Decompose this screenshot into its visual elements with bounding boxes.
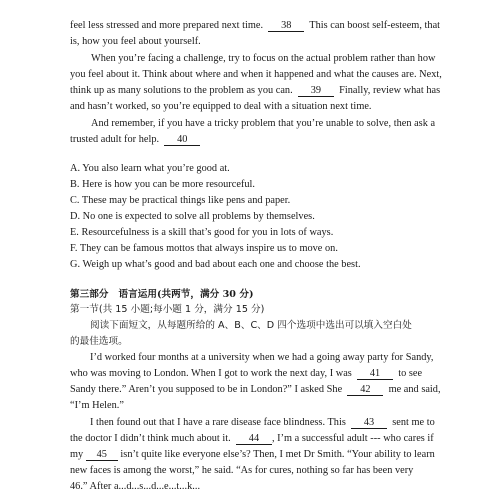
answer-blank-42: 42 [347, 385, 383, 396]
passage-line: you feel about it. Think about where and when it happened and what the causes are. Next, [70, 69, 442, 80]
text-span: I then found out that I have a rare disease face blindness. This [90, 417, 346, 428]
passage-line: is, how you feel about yourself. [70, 36, 201, 47]
section-heading: 第三部分 语言运用(共两节，满分 30 分) [70, 289, 254, 300]
passage-line: And remember, if you have a tricky problem that you’re unable to solve, then ask a [91, 118, 436, 129]
answer-blank-38: 38 [268, 21, 304, 32]
text-span: feel less stressed and more prepared next time. [70, 20, 264, 31]
text-span: the doctor I didn’t think much about it. [70, 433, 231, 444]
answer-blank-39: 39 [298, 86, 334, 97]
option-f: F. They can be famous mottos that always inspire us to move on. [70, 243, 338, 254]
option-a: A. You also learn what you’re good at. [70, 163, 230, 174]
text-span: trusted adult for help. [70, 134, 160, 145]
option-b: B. Here is how you can be more resourceful. [70, 179, 255, 190]
text-span: my [70, 449, 84, 460]
passage-line [90, 417, 435, 429]
option-e: E. Resourcefulness is a skill that’s good for you in lots of ways. [70, 227, 334, 238]
passage-line: “I’m Helen.” [70, 400, 124, 411]
passage-line-cutoff: 46.” After a...d...s...d...e...t...k... [70, 481, 201, 492]
text-span: think up as many solutions to the problem as you can. [70, 85, 293, 96]
text-span: who was moving to London. When I got to work the next day, I was [70, 368, 352, 379]
answer-blank-40: 40 [164, 135, 200, 146]
option-c: C. These may be practical things like pens and paper. [70, 195, 291, 206]
option-d: D. No one is expected to solve all problems by themselves. [70, 211, 315, 222]
passage-line [70, 384, 441, 396]
text-span: , I’m a successful adult --- who cares if [271, 433, 434, 444]
text-span: isn’t quite like everyone else’s? Then, I met Dr Smith. “Your ability to learn [120, 449, 435, 460]
text-span: Sandy there.” Aren’t you supposed to be in London?” I asked She [70, 384, 343, 395]
text-span: This can boost self-esteem, that [309, 20, 441, 31]
passage-line: When you’re facing a challenge, try to focus on the actual problem rather than how [91, 53, 436, 64]
answer-blank-45: 45 [86, 450, 118, 461]
passage-line: new faces is among the worst,” he said. “As for cures, nothing so far has been very [70, 465, 414, 476]
answer-blank-43: 43 [351, 418, 387, 429]
section-instructions: 阅读下面短文，从每题所给的 A、B、C、D 四个选项中选出可以填入空白处 [90, 320, 412, 331]
text-span: me and said, [388, 384, 441, 395]
answer-blank-44: 44 [236, 434, 272, 445]
passage-line [70, 134, 200, 146]
option-g: G. Weigh up what’s good and bad about each one and choose the best. [70, 259, 361, 270]
text-span: Finally, review what has [339, 85, 441, 96]
passage-line [70, 368, 422, 380]
passage-line: and hasn’t worked, so you’re equipped to deal with a situation next time. [70, 101, 372, 112]
section-subheading: 第一节(共 15 小题;每小题 1 分，满分 15 分) [70, 304, 265, 315]
passage-line: I’d worked four months at a university when we had a going away party for Sandy, [90, 352, 434, 363]
passage-line [70, 433, 434, 445]
text-span: to see [398, 368, 423, 379]
passage-line [70, 20, 440, 32]
passage-line [70, 449, 435, 461]
passage-line [70, 85, 440, 97]
text-span: sent me to [392, 417, 435, 428]
section-instructions: 的最佳选项。 [70, 336, 128, 347]
answer-blank-41: 41 [357, 369, 393, 380]
